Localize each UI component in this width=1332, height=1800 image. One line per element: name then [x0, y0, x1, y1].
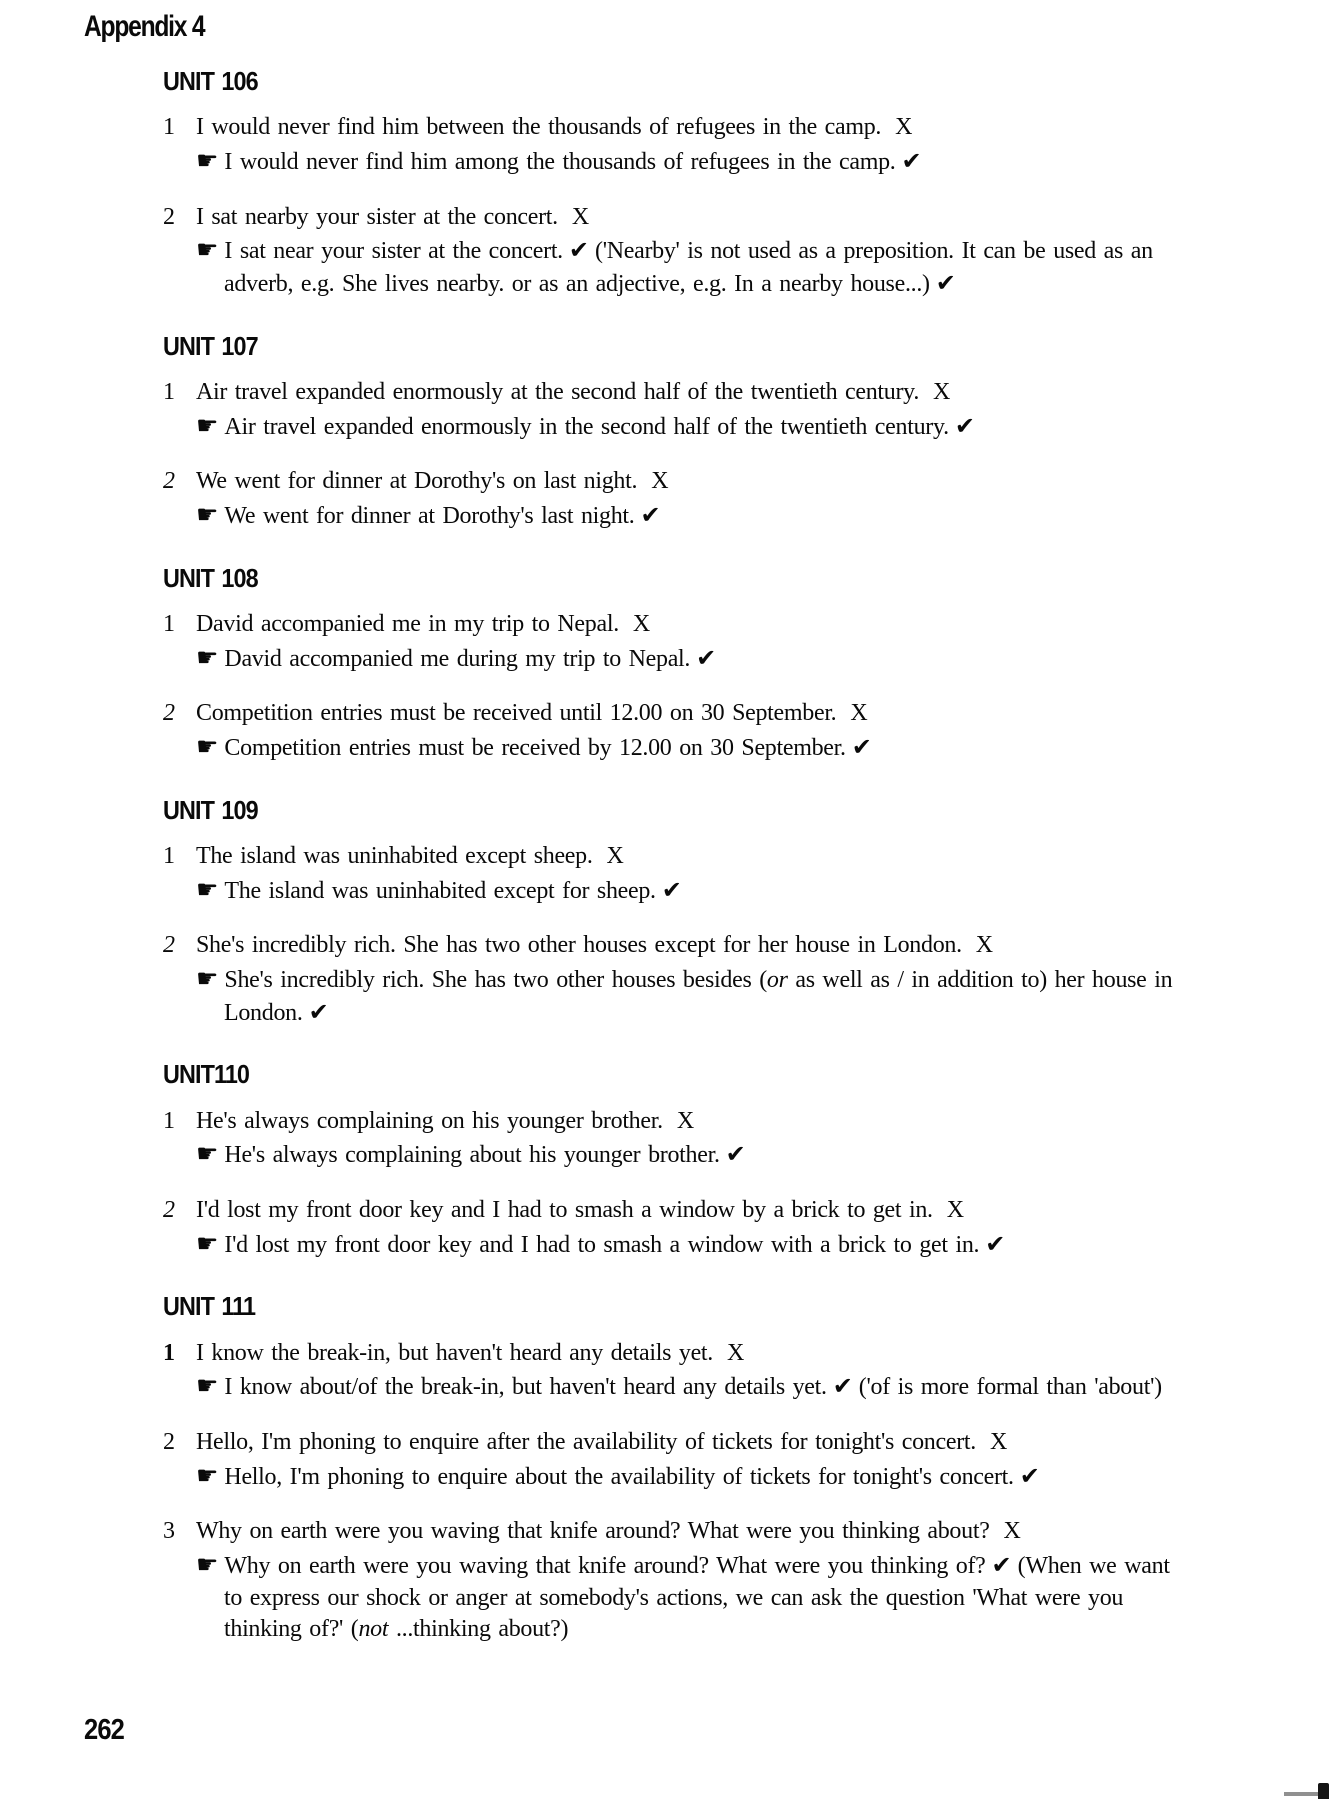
item-number: 1: [163, 378, 175, 405]
corrected-sentence: Competition entries must be received by 12.00 on 30 September.: [224, 735, 846, 761]
incorrect-sentence: He's always complaining on his younger brother.: [196, 1107, 663, 1134]
pointing-hand-icon: ☛: [196, 1550, 219, 1580]
cross-mark: X: [850, 700, 868, 727]
check-mark-icon: ✔: [935, 269, 956, 297]
answer-item: [163, 930, 1188, 1029]
item-number: 2: [163, 1429, 175, 1455]
cross-mark: X: [933, 378, 951, 405]
check-mark-icon: ✔: [991, 1551, 1012, 1580]
unit-title: UNIT110: [163, 1059, 250, 1090]
check-mark-icon: ✔: [308, 997, 329, 1026]
pointing-hand-icon: ☛: [196, 1139, 219, 1169]
corrected-sentence: I know about/of the break-in, but haven't heard any details yet.: [224, 1374, 827, 1401]
incorrect-sentence: I know the break-in, but haven't heard any details yet.: [196, 1339, 713, 1366]
page-number: 262: [84, 1714, 124, 1746]
check-mark-icon: ✔: [725, 1140, 746, 1169]
usage-note: ...thinking about?): [388, 1616, 569, 1643]
pointing-hand-icon: ☛: [196, 1460, 219, 1490]
item-number: 1: [163, 1339, 175, 1366]
unit-title: UNIT 106: [163, 66, 258, 96]
corrected-sentence-line: [196, 1459, 1188, 1494]
incorrect-sentence-line: [196, 112, 1188, 144]
answer-item: [163, 1427, 1188, 1493]
item-number: 2: [163, 468, 175, 495]
corrected-sentence-line: [196, 873, 1188, 908]
unit-section-111: [163, 1289, 1188, 1646]
corrected-sentence: David accompanied me during my trip to Nepal.: [224, 645, 691, 672]
answer-item: [163, 841, 1188, 907]
check-mark-icon: ✔: [1019, 1461, 1040, 1490]
item-number: 1: [163, 842, 175, 869]
incorrect-sentence-line: [196, 1106, 1188, 1138]
check-mark-icon: ✔: [640, 501, 661, 529]
answer-item: [163, 609, 1188, 675]
cross-mark: X: [676, 1107, 694, 1134]
corrected-sentence-line: [196, 409, 1188, 444]
answer-item: [163, 377, 1188, 443]
cross-mark: X: [606, 842, 624, 869]
unit-title: UNIT 111: [163, 1291, 256, 1322]
corrected-sentence-line: [196, 1369, 1188, 1404]
check-mark-icon: ✔: [568, 236, 589, 265]
cross-mark: X: [1003, 1518, 1021, 1545]
incorrect-sentence: The island was uninhabited except sheep.: [196, 842, 593, 869]
answer-item: [163, 112, 1188, 178]
answer-item: [163, 698, 1188, 764]
pointing-hand-icon: ☛: [196, 732, 219, 761]
incorrect-sentence-line: [196, 1516, 1188, 1548]
scan-artifact-blob: [1318, 1783, 1329, 1799]
incorrect-sentence: Hello, I'm phoning to enquire after the availability of tickets for tonight's concert.: [196, 1429, 976, 1455]
pointing-hand-icon: ☛: [196, 1228, 219, 1258]
incorrect-sentence-line: [196, 698, 1188, 730]
incorrect-sentence: She's incredibly rich. She has two other houses except for her house in London.: [196, 932, 962, 959]
incorrect-sentence-line: [196, 609, 1188, 641]
check-mark-icon: ✔: [832, 1372, 853, 1401]
incorrect-sentence: David accompanied me in my trip to Nepal.: [196, 610, 619, 637]
item-number: 1: [163, 114, 175, 141]
corrected-sentence: I would never find him among the thousands of refugees in the camp.: [224, 148, 896, 175]
item-number: 1: [163, 1107, 175, 1134]
unit-section-106: [163, 64, 1188, 301]
answer-item: [163, 1516, 1188, 1646]
unit-title: UNIT 107: [163, 330, 258, 361]
incorrect-sentence-line: [196, 1338, 1188, 1370]
check-mark-icon: ✔: [954, 411, 975, 440]
corrected-sentence-line: [196, 233, 1188, 300]
corrected-sentence: I'd lost my front door key and I had to smash a window with a brick to get in.: [224, 1231, 980, 1258]
incorrect-sentence-line: [196, 1427, 1188, 1459]
appendix-label: Appendix 4: [84, 10, 205, 43]
pointing-hand-icon: ☛: [196, 410, 219, 440]
corrected-sentence: Why on earth were you waving that knife around? What were you thinking of?: [224, 1553, 986, 1580]
item-number: 2: [163, 1197, 175, 1223]
incorrect-sentence: I would never find him between the thousands of refugees in the camp.: [196, 114, 882, 141]
corrected-sentence-line: [196, 1227, 1188, 1262]
corrected-sentence: Air travel expanded enormously in the second half of the twentieth century.: [224, 413, 949, 440]
answer-item: [163, 1106, 1188, 1172]
cross-mark: X: [571, 203, 589, 230]
unit-title: UNIT 109: [163, 794, 258, 825]
corrected-sentence-line: [196, 1548, 1188, 1646]
item-number: 2: [163, 203, 175, 230]
incorrect-sentence: Competition entries must be received until 12.00 on 30 September.: [196, 700, 837, 727]
corrected-sentence: I sat near your sister at the concert.: [224, 238, 563, 265]
pointing-hand-icon: ☛: [196, 642, 219, 672]
pointing-hand-icon: ☛: [196, 145, 219, 175]
cross-mark: X: [895, 114, 913, 141]
incorrect-sentence-line: [196, 930, 1188, 962]
incorrect-sentence-line: [196, 1195, 1188, 1227]
answer-item: [163, 466, 1188, 532]
corrected-sentence: as well as / in addition to) her house in London.: [224, 967, 1173, 1026]
cross-mark: X: [946, 1197, 964, 1223]
check-mark-icon: ✔: [985, 1229, 1006, 1258]
pointing-hand-icon: ☛: [196, 235, 219, 265]
usage-note: ('of is more formal than 'about'): [858, 1374, 1162, 1401]
corrected-sentence: The island was uninhabited except for sheep.: [224, 877, 656, 904]
corrected-sentence: She's incredibly rich. She has two other houses besides (: [224, 967, 767, 993]
unit-section-107: [163, 329, 1188, 533]
incorrect-sentence: Why on earth were you waving that knife around? What were you thinking about?: [196, 1518, 990, 1545]
corrected-sentence-line: [196, 1137, 1188, 1172]
answer-key-content: [163, 64, 1188, 1669]
incorrect-sentence-line: [196, 466, 1188, 498]
corrected-sentence-line: [196, 641, 1188, 676]
pointing-hand-icon: ☛: [196, 964, 219, 993]
pointing-hand-icon: ☛: [196, 1371, 219, 1401]
incorrect-sentence-line: [196, 202, 1188, 234]
answer-item: [163, 1195, 1188, 1261]
incorrect-sentence: Air travel expanded enormously at the second half of the twentieth century.: [196, 378, 920, 405]
pointing-hand-icon: ☛: [196, 874, 219, 904]
incorrect-sentence: We went for dinner at Dorothy's on last night.: [196, 468, 638, 495]
unit-title: UNIT 108: [163, 562, 258, 593]
incorrect-sentence-line: [196, 841, 1188, 873]
incorrect-sentence-line: [196, 377, 1188, 409]
check-mark-icon: ✔: [696, 643, 717, 672]
corrected-sentence: He's always complaining about his younger brother.: [224, 1142, 720, 1169]
answer-item: [163, 1338, 1188, 1404]
item-number: 2: [163, 932, 175, 959]
corrected-sentence-line: [196, 498, 1188, 533]
item-number: 2: [163, 700, 175, 727]
unit-section-109: [163, 793, 1188, 1030]
corrected-sentence: We went for dinner at Dorothy's last night.: [224, 503, 635, 529]
cross-mark: X: [727, 1339, 745, 1366]
cross-mark: X: [989, 1429, 1008, 1455]
cross-mark: X: [651, 468, 669, 495]
corrected-sentence: Hello, I'm phoning to enquire about the availability of tickets for tonight's concert.: [224, 1463, 1014, 1490]
item-number: 3: [163, 1518, 175, 1545]
item-number: 1: [163, 610, 175, 637]
incorrect-sentence: I'd lost my front door key and I had to smash a window by a brick to get in.: [196, 1197, 933, 1223]
corrected-sentence-line: [196, 962, 1188, 1029]
check-mark-icon: ✔: [661, 875, 682, 904]
cross-mark: X: [975, 932, 993, 959]
usage-note: ('Nearby' is not used as a preposition. It can be used as an adverb, e.g. She lives nearby. or as an adjective, e.g. In a nearby house...): [224, 238, 1153, 297]
usage-note: (When we want to express our shock or anger at somebody's actions, we can ask the question 'What were you thinking of?' (: [224, 1553, 1170, 1643]
cross-mark: X: [632, 610, 650, 637]
unit-section-108: [163, 561, 1188, 765]
answer-item: [163, 202, 1188, 301]
check-mark-icon: ✔: [851, 733, 872, 761]
corrected-sentence-line: [196, 144, 1188, 179]
check-mark-icon: ✔: [901, 146, 922, 175]
incorrect-sentence: I sat nearby your sister at the concert.: [196, 203, 558, 230]
corrected-sentence-italic: or: [766, 967, 788, 993]
corrected-sentence-line: [196, 730, 1188, 765]
usage-note-italic: not: [358, 1616, 389, 1643]
unit-section-110: [163, 1057, 1188, 1261]
pointing-hand-icon: ☛: [196, 500, 219, 529]
